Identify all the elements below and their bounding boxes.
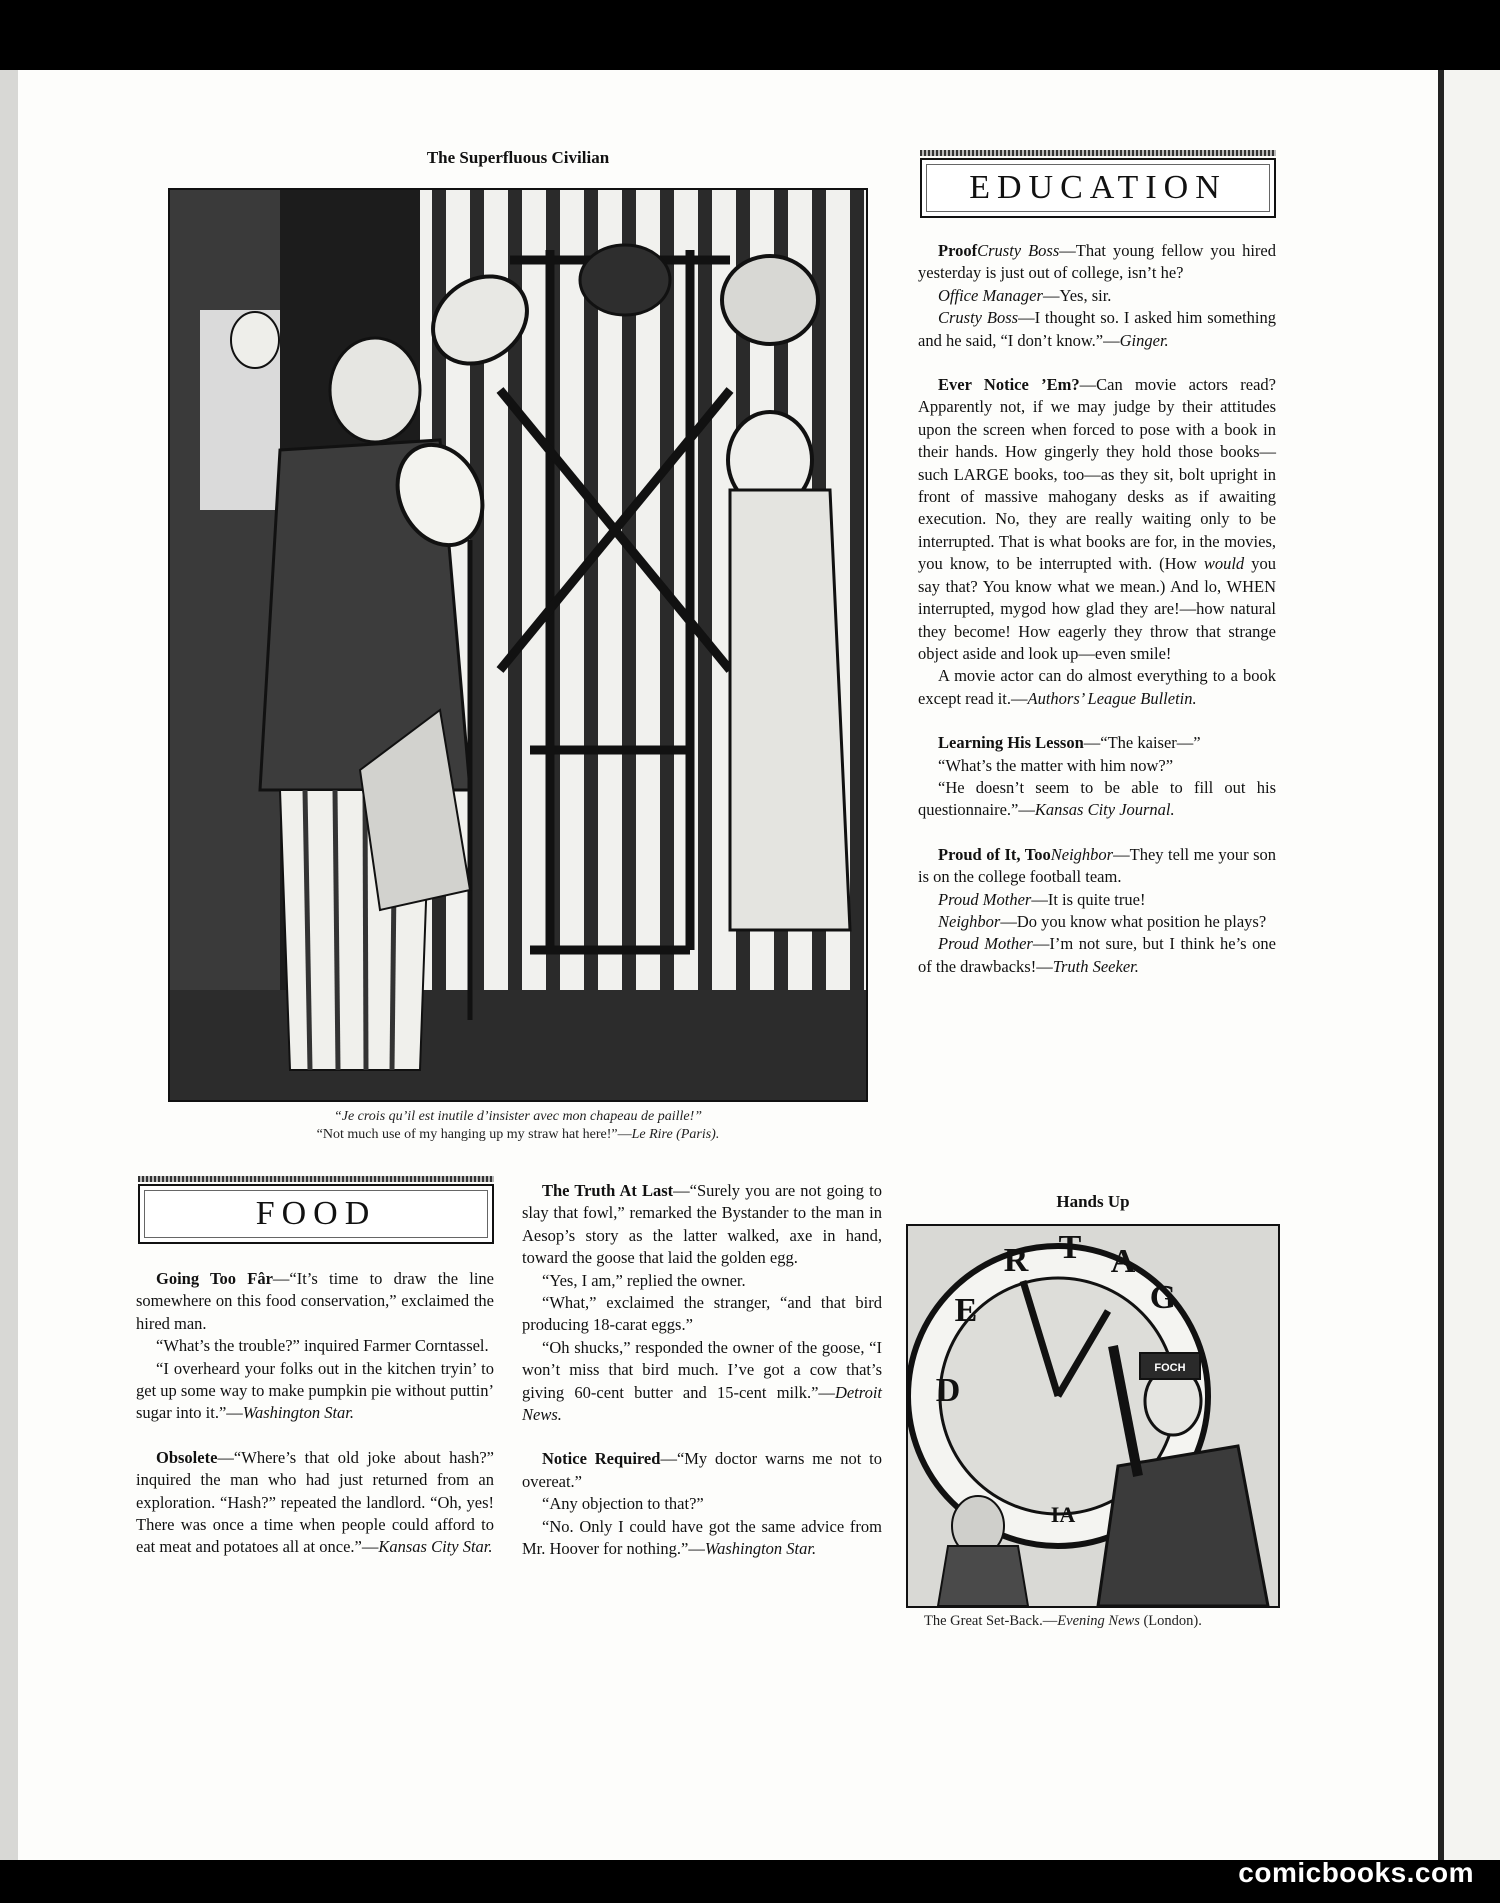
cap-label: FOCH — [1154, 1362, 1186, 1374]
watermark: comicbooks.com — [1238, 1857, 1474, 1888]
hands-up-caption: The Great Set-Back.—Evening News (London). — [924, 1613, 1202, 1629]
clock-drawing — [908, 1226, 1278, 1606]
joke-proof: ProofCrusty Boss—That young fellow you hired yesterday is just out of college, isn’t he? — [918, 241, 1276, 283]
left-page-edge — [0, 70, 18, 1860]
hands-up-title: Hands Up — [1056, 1192, 1130, 1211]
joke-notice-required: Notice Required—“My doctor warns me not to overeat.” — [522, 1449, 882, 1491]
caption-english: “Not much use of my hanging up my straw hat here!”—Le Rire (Paris). — [316, 1127, 720, 1142]
clock-numeral: IA — [1050, 1502, 1076, 1527]
food-column-middle: The Truth At Last—“Surely you are not going to slay that fowl,” remarked the Bystander to the man in Aesop’s story as the latter walked, axe in hand, toward the goose that laid the golden egg. “Yes, I am,” replied the owner. “What,” exclaimed the stranger, “and that bird producing 18-carat eggs.” “Oh shucks,” responded the owner of the goose, “I won’t miss that bird much. I’ve got a cow that’s giving 60-cent butter and 15-cent milk.”—Detroit News. Notice Required—“My doctor warns me not to overeat.” “Any objection to that?” “No. Only I could have got the same advice from Mr. Hoover for nothing.”—Washington Star. — [522, 1181, 882, 1559]
dial-letter-r: R — [1003, 1242, 1029, 1279]
joke-obsolete: Obsolete—“Where’s that old joke about hash?” inquired the man who had just returned from an exploration. “Hash?” repeated the landlord. “Oh, yes! There was once a time when people could afford to eat meat and potatoes all at once.”—Kansas City Star. — [136, 1447, 494, 1557]
caption-french: “Je crois qu’il est inutile d’insister avec mon chapeau de paille!” — [333, 1109, 703, 1124]
illustration-hands-up — [906, 1224, 1280, 1608]
dial-letter-t: T — [1058, 1229, 1082, 1266]
joke-learning-lesson: Learning His Lesson—“The kaiser—” — [938, 733, 1201, 753]
education-heading: EDUCATION — [920, 158, 1276, 218]
illustration-caption — [168, 1108, 868, 1144]
joke-ever-notice: Ever Notice ’Em?—Can movie actors read? Apparently not, if we may judge by their attitudes upon the screen when forced to pose with a book in their hands. How gingerly they hold those books—such LARGE books, too—as they sit, bolt upright in front of massive mahogany desks as if awaiting execution. No, they are really waiting only to be interrupted. That is what books are for, in the movies, you know, to be interrupted with. (How would you say that? You know what we mean.) And lo, WHEN interrupted, mygod how glad they are!—how natural they become! How eagerly they throw that strange object aside and look up—even smile! — [918, 375, 1276, 663]
joke-truth-at-last: The Truth At Last—“Surely you are not going to slay that fowl,” remarked the Bystander to the man in Aesop’s story as the latter walked, axe in hand, toward the goose that laid the golden egg. — [522, 1181, 882, 1268]
coat-rack-drawing — [170, 190, 866, 1100]
education-heading-bar — [920, 150, 1276, 156]
joke-going-too-far: Going Too Fâr—“It’s time to draw the line somewhere on this food conservation,” exclaimed the hired man. — [136, 1269, 494, 1333]
dial-letter-e: E — [954, 1292, 978, 1329]
illustration-title: The Superfluous Civilian — [426, 148, 610, 167]
dial-letter-g: G — [1149, 1279, 1177, 1316]
food-heading-bar — [138, 1176, 494, 1182]
illustration-superfluous-civilian — [168, 188, 868, 1102]
food-heading: FOOD — [138, 1184, 494, 1244]
food-column-left: Going Too Fâr—“It’s time to draw the line somewhere on this food conservation,” exclaimed the hired man. “What’s the trouble?” inquired Farmer Corntassel. “I overheard your folks out in the kitchen tryin’ to get up some way to make pumpkin pie without puttin’ sugar into it.”—Washington Star. Obsolete—“Where’s that old joke about hash?” inquired the man who had just returned from an exploration. “Hash?” repeated the landlord. “Oh, yes! There was once a time when people could afford to eat meat and potatoes all at once.”—Kansas City Star. — [136, 1268, 494, 1559]
joke-proud-of-it: Proud of It, TooNeighbor—They tell me your son is on the college football team. — [918, 844, 1277, 887]
next-page-edge — [1444, 70, 1500, 1860]
education-column: ProofCrusty Boss—That young fellow you hired yesterday is just out of college, isn’t he? Office Manager—Yes, sir. Crusty Boss—I thought so. I asked him something and he said, “I don’t know.”—Ginger. Ever Notice ’Em?—Can movie actors read? Apparently not, if we may judge by their attitudes upon the screen when forced to pose with a book in their hands. How gingerly they hold those books—such LARGE books, too—as they sit, bolt upright in front of massive mahogany desks as if awaiting execution. No, they are really waiting only to be interrupted. That is what books are for, in the movies, you know, to be interrupted with. (How would you say that? You know what we mean.) And lo, WHEN interrupted, mygod how glad they are!—how natural they become! How eagerly they throw that strange object aside and look up—even smile! A movie actor can do almost everything to a book except read it.—Authors’ League Bulletin. Learning His Lesson—“The kaiser—” “What’s the matter with him now?” “He doesn’t seem to be able to fill out his questionnaire.”—Kansas City Journal. Proud of It, TooNeighbor—They tell me your son is on the college football team. Proud Mother—It is quite true! Neighbor—Do you know what position he plays? Proud Mother—I’m not sure, but I think he’s one of the drawbacks!—Truth Seeker. — [918, 241, 1277, 976]
dial-letter-a: A — [1110, 1243, 1136, 1280]
dial-letter-d: D — [935, 1372, 961, 1409]
